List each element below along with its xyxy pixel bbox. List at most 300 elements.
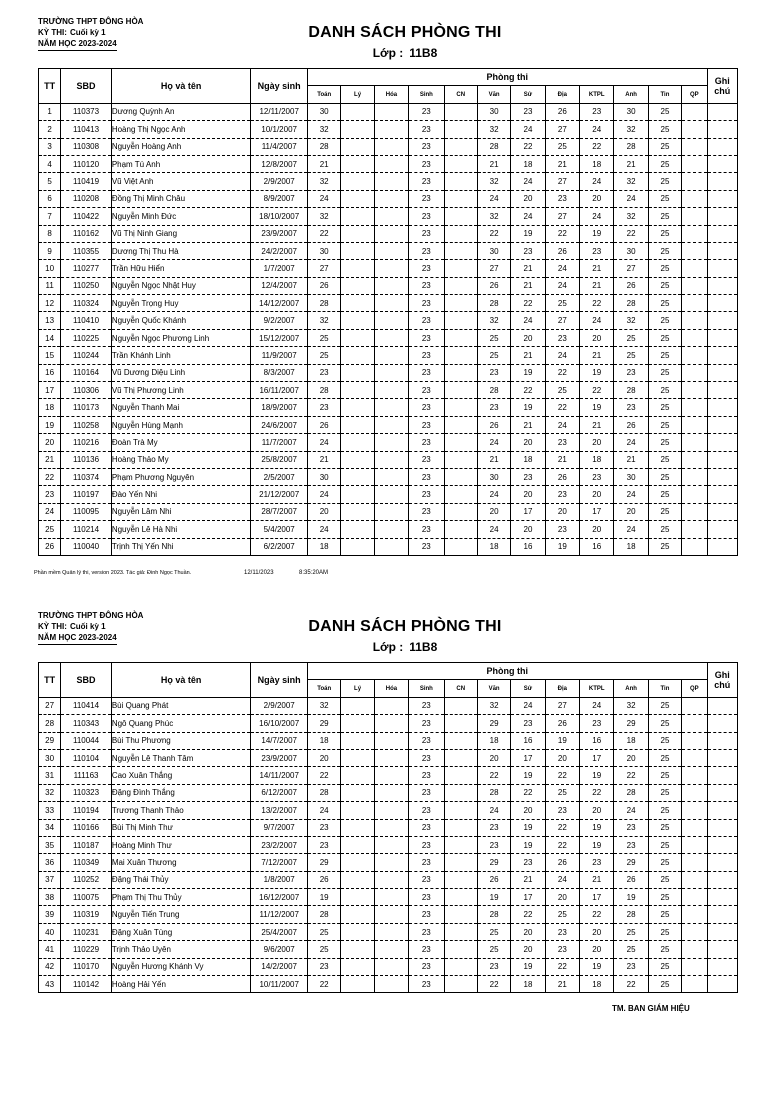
cell-note — [707, 347, 737, 364]
cell-dob: 14/2/2007 — [251, 958, 308, 975]
cell-room: 25 — [648, 767, 681, 784]
cell-room: 29 — [308, 854, 341, 871]
cell-room — [374, 854, 408, 871]
cell-room — [374, 468, 408, 485]
cell-note — [707, 364, 737, 381]
cell-tt: 38 — [39, 889, 61, 906]
table-row — [39, 225, 738, 242]
cell-room: 32 — [477, 208, 510, 225]
cell-room: 25 — [648, 802, 681, 819]
cell-note — [707, 906, 737, 923]
cell-note — [707, 732, 737, 749]
cell-room: 21 — [477, 451, 510, 468]
cell-dob: 2/9/2007 — [251, 697, 308, 714]
cell-sbd: 110252 — [61, 871, 112, 888]
cell-room — [374, 889, 408, 906]
cell-room: 25 — [648, 190, 681, 207]
cell-tt: 39 — [39, 906, 61, 923]
cell-room — [444, 819, 477, 836]
cell-room — [444, 382, 477, 399]
cell-name: Đặng Đình Thắng — [111, 784, 251, 801]
cell-room: 22 — [580, 382, 614, 399]
cell-room: 21 — [308, 155, 341, 172]
cell-sbd: 110413 — [61, 121, 112, 138]
cell-room: 25 — [477, 923, 510, 940]
cell-room — [374, 923, 408, 940]
cell-room: 22 — [545, 819, 579, 836]
cell-room: 21 — [511, 871, 545, 888]
cell-room: 24 — [614, 802, 648, 819]
cell-room: 24 — [308, 521, 341, 538]
col-header-name: Họ và tên — [111, 663, 251, 698]
cell-room — [444, 802, 477, 819]
cell-room: 18 — [580, 451, 614, 468]
table-row — [39, 434, 738, 451]
cell-room: 23 — [409, 854, 444, 871]
cell-dob: 12/4/2007 — [251, 277, 308, 294]
cell-room: 20 — [477, 503, 510, 520]
cell-room: 22 — [545, 364, 579, 381]
cell-room — [444, 312, 477, 329]
cell-room: 28 — [308, 906, 341, 923]
cell-room: 21 — [580, 277, 614, 294]
cell-room: 18 — [511, 155, 545, 172]
cell-tt: 35 — [39, 836, 61, 853]
cell-room: 23 — [409, 295, 444, 312]
cell-room: 23 — [409, 312, 444, 329]
cell-sbd: 110136 — [61, 451, 112, 468]
school-year: NĂM HỌC 2023-2024 — [38, 38, 117, 51]
subject-header: Anh — [614, 680, 648, 697]
cell-room: 32 — [308, 697, 341, 714]
cell-room — [374, 364, 408, 381]
cell-tt: 19 — [39, 416, 61, 433]
cell-room: 26 — [308, 871, 341, 888]
cell-room — [341, 503, 374, 520]
cell-room: 32 — [308, 312, 341, 329]
subject-header: QP — [682, 680, 707, 697]
cell-tt: 30 — [39, 749, 61, 766]
cell-room — [374, 382, 408, 399]
cell-tt: 18 — [39, 399, 61, 416]
cell-room: 25 — [648, 242, 681, 259]
cell-room: 32 — [614, 121, 648, 138]
cell-room: 22 — [545, 836, 579, 853]
cell-note — [707, 416, 737, 433]
cell-room — [374, 767, 408, 784]
cell-name: Vũ Thị Phương Linh — [111, 382, 251, 399]
cell-room: 25 — [545, 382, 579, 399]
cell-room — [444, 347, 477, 364]
cell-name: Cao Xuân Thắng — [111, 767, 251, 784]
cell-name: Nguyễn Ngọc Nhật Huy — [111, 277, 251, 294]
page-1 — [0, 12, 768, 576]
cell-sbd: 110355 — [61, 242, 112, 259]
cell-room: 25 — [545, 295, 579, 312]
cell-room: 23 — [580, 103, 614, 120]
cell-note — [707, 121, 737, 138]
cell-room: 23 — [511, 715, 545, 732]
cell-room: 25 — [308, 347, 341, 364]
cell-room — [444, 295, 477, 312]
col-header-sbd: SBD — [61, 663, 112, 698]
cell-room — [682, 399, 707, 416]
cell-room: 26 — [545, 103, 579, 120]
table-row — [39, 242, 738, 259]
cell-sbd: 110225 — [61, 329, 112, 346]
cell-room: 29 — [477, 854, 510, 871]
cell-tt: 7 — [39, 208, 61, 225]
table-row — [39, 451, 738, 468]
table-row — [39, 976, 738, 993]
subject-header: Sử — [511, 86, 545, 103]
cell-room: 17 — [580, 503, 614, 520]
cell-sbd: 110419 — [61, 173, 112, 190]
table-body — [39, 103, 738, 555]
cell-dob: 23/9/2007 — [251, 749, 308, 766]
cell-room: 18 — [477, 538, 510, 555]
cell-room: 25 — [648, 329, 681, 346]
cell-room: 28 — [614, 138, 648, 155]
cell-room: 28 — [477, 906, 510, 923]
print-date: 12/11/2023 — [244, 570, 274, 576]
cell-room — [374, 399, 408, 416]
cell-room — [682, 295, 707, 312]
cell-name: Nguyễn Lâm Nhi — [111, 503, 251, 520]
cell-room — [444, 260, 477, 277]
cell-room — [374, 329, 408, 346]
cell-tt: 31 — [39, 767, 61, 784]
page-footer — [34, 570, 329, 576]
subject-header: Văn — [477, 86, 510, 103]
cell-room: 28 — [308, 784, 341, 801]
cell-room: 23 — [409, 732, 444, 749]
cell-dob: 9/6/2007 — [251, 941, 308, 958]
cell-note — [707, 399, 737, 416]
cell-sbd: 110104 — [61, 749, 112, 766]
cell-tt: 40 — [39, 923, 61, 940]
cell-room — [374, 347, 408, 364]
cell-room — [682, 906, 707, 923]
cell-room — [374, 941, 408, 958]
cell-room: 24 — [308, 802, 341, 819]
cell-room — [682, 173, 707, 190]
header-info — [38, 16, 143, 51]
cell-room: 30 — [308, 468, 341, 485]
cell-dob: 1/8/2007 — [251, 871, 308, 888]
cell-dob: 23/2/2007 — [251, 836, 308, 853]
cell-room: 19 — [580, 767, 614, 784]
cell-room — [682, 486, 707, 503]
cell-room: 16 — [580, 538, 614, 555]
cell-name: Mai Xuân Thương — [111, 854, 251, 871]
cell-room — [444, 364, 477, 381]
cell-room — [444, 784, 477, 801]
cell-sbd: 110306 — [61, 382, 112, 399]
cell-room: 25 — [648, 312, 681, 329]
cell-room: 23 — [545, 486, 579, 503]
cell-tt: 37 — [39, 871, 61, 888]
cell-room — [682, 277, 707, 294]
cell-room: 19 — [477, 889, 510, 906]
cell-name: Vũ Việt Anh — [111, 173, 251, 190]
cell-name: Trần Hữu Hiển — [111, 260, 251, 277]
cell-room: 18 — [308, 732, 341, 749]
cell-room: 25 — [648, 347, 681, 364]
cell-room: 25 — [648, 138, 681, 155]
cell-room — [682, 242, 707, 259]
cell-tt: 36 — [39, 854, 61, 871]
cell-room: 18 — [477, 732, 510, 749]
table-row — [39, 347, 738, 364]
cell-dob: 9/7/2007 — [251, 819, 308, 836]
cell-room: 26 — [614, 871, 648, 888]
cell-room: 24 — [511, 208, 545, 225]
cell-room: 22 — [308, 767, 341, 784]
cell-room: 32 — [308, 173, 341, 190]
table-row — [39, 155, 738, 172]
cell-tt: 27 — [39, 697, 61, 714]
cell-name: Nguyễn Minh Đức — [111, 208, 251, 225]
cell-room: 26 — [545, 854, 579, 871]
cell-room: 25 — [648, 277, 681, 294]
cell-note — [707, 836, 737, 853]
table-row — [39, 784, 738, 801]
cell-room: 20 — [580, 329, 614, 346]
cell-name: Dương Quỳnh An — [111, 103, 251, 120]
cell-room — [374, 416, 408, 433]
col-header-sbd: SBD — [61, 69, 112, 104]
cell-note — [707, 486, 737, 503]
cell-room: 23 — [409, 416, 444, 433]
cell-name: Trương Thanh Thảo — [111, 802, 251, 819]
cell-sbd: 110308 — [61, 138, 112, 155]
cell-room — [341, 312, 374, 329]
subject-header: Lý — [341, 86, 374, 103]
cell-name: Nguyễn Hùng Mạnh — [111, 416, 251, 433]
cell-dob: 11/4/2007 — [251, 138, 308, 155]
cell-room: 28 — [614, 382, 648, 399]
cell-room: 22 — [477, 976, 510, 993]
cell-room: 25 — [648, 503, 681, 520]
cell-room: 22 — [511, 906, 545, 923]
cell-room: 22 — [511, 382, 545, 399]
cell-room — [682, 697, 707, 714]
cell-room: 23 — [511, 103, 545, 120]
cell-room: 23 — [409, 889, 444, 906]
exam-label: KỲ THI: — [38, 28, 67, 37]
cell-room — [682, 538, 707, 555]
cell-room: 32 — [477, 173, 510, 190]
cell-room: 26 — [614, 277, 648, 294]
cell-room: 21 — [477, 155, 510, 172]
table-row — [39, 190, 738, 207]
table-row — [39, 382, 738, 399]
cell-room — [444, 277, 477, 294]
cell-tt: 28 — [39, 715, 61, 732]
cell-room: 22 — [580, 784, 614, 801]
cell-note — [707, 715, 737, 732]
cell-room: 22 — [614, 225, 648, 242]
cell-tt: 4 — [39, 155, 61, 172]
cell-dob: 6/2/2007 — [251, 538, 308, 555]
cell-dob: 16/12/2007 — [251, 889, 308, 906]
table-header — [39, 69, 738, 104]
cell-room: 24 — [545, 260, 579, 277]
cell-room — [682, 208, 707, 225]
cell-room: 19 — [580, 225, 614, 242]
table-row — [39, 958, 738, 975]
cell-room: 23 — [409, 225, 444, 242]
school-name: TRƯỜNG THPT ĐÔNG HÒA — [38, 611, 144, 620]
subject-header: Sử — [511, 680, 545, 697]
cell-room — [444, 854, 477, 871]
cell-tt: 17 — [39, 382, 61, 399]
cell-tt: 22 — [39, 468, 61, 485]
cell-room — [341, 941, 374, 958]
cell-dob: 13/2/2007 — [251, 802, 308, 819]
cell-room: 25 — [477, 347, 510, 364]
cell-room — [682, 767, 707, 784]
cell-room: 22 — [580, 906, 614, 923]
cell-room — [341, 802, 374, 819]
cell-room: 26 — [545, 242, 579, 259]
cell-room: 23 — [409, 399, 444, 416]
class-label: Lớp : — [372, 640, 404, 654]
cell-room: 27 — [308, 260, 341, 277]
cell-tt: 20 — [39, 434, 61, 451]
cell-room: 28 — [477, 784, 510, 801]
cell-room — [444, 871, 477, 888]
cell-room — [341, 451, 374, 468]
cell-name: Nguyễn Trọng Huy — [111, 295, 251, 312]
cell-room: 32 — [308, 208, 341, 225]
software-credit: Phần mềm Quản lý thi, version 2023. Tác giả: Đinh Ngọc Thuần. — [34, 570, 192, 576]
cell-name: Đoàn Trà My — [111, 434, 251, 451]
cell-room: 23 — [409, 329, 444, 346]
cell-room: 24 — [545, 416, 579, 433]
cell-room — [444, 416, 477, 433]
cell-room: 24 — [614, 434, 648, 451]
cell-dob: 16/11/2007 — [251, 382, 308, 399]
cell-note — [707, 784, 737, 801]
cell-room: 21 — [511, 347, 545, 364]
cell-room: 23 — [308, 399, 341, 416]
cell-room: 25 — [648, 155, 681, 172]
cell-room: 20 — [511, 941, 545, 958]
cell-room: 32 — [477, 312, 510, 329]
cell-room: 23 — [477, 819, 510, 836]
cell-note — [707, 468, 737, 485]
cell-room: 26 — [614, 416, 648, 433]
cell-room: 24 — [511, 697, 545, 714]
cell-note — [707, 854, 737, 871]
cell-tt: 41 — [39, 941, 61, 958]
cell-name: Hoàng Thị Ngọc Anh — [111, 121, 251, 138]
cell-room: 24 — [614, 521, 648, 538]
cell-room: 18 — [614, 732, 648, 749]
cell-room: 26 — [545, 715, 579, 732]
cell-name: Nguyễn Hoàng Anh — [111, 138, 251, 155]
cell-room: 30 — [308, 242, 341, 259]
cell-dob: 8/9/2007 — [251, 190, 308, 207]
cell-room: 25 — [614, 347, 648, 364]
cell-room: 22 — [580, 295, 614, 312]
cell-room: 23 — [545, 941, 579, 958]
cell-room — [444, 121, 477, 138]
cell-tt: 10 — [39, 260, 61, 277]
table-row — [39, 138, 738, 155]
cell-room: 20 — [614, 749, 648, 766]
table-row — [39, 836, 738, 853]
cell-room: 23 — [409, 871, 444, 888]
cell-room: 25 — [614, 923, 648, 940]
cell-name: Bùi Quang Phát — [111, 697, 251, 714]
subject-header: CN — [444, 86, 477, 103]
cell-room — [682, 503, 707, 520]
cell-room — [341, 347, 374, 364]
cell-name: Nguyễn Hương Khánh Vy — [111, 958, 251, 975]
cell-room: 17 — [511, 503, 545, 520]
cell-dob: 23/9/2007 — [251, 225, 308, 242]
cell-room — [374, 225, 408, 242]
cell-room: 24 — [580, 697, 614, 714]
cell-sbd: 110162 — [61, 225, 112, 242]
cell-name: Nguyễn Lê Hà Nhi — [111, 521, 251, 538]
cell-room: 18 — [580, 155, 614, 172]
cell-room: 19 — [511, 836, 545, 853]
cell-room: 23 — [545, 329, 579, 346]
cell-room: 30 — [614, 242, 648, 259]
cell-room — [682, 416, 707, 433]
cell-room: 30 — [477, 468, 510, 485]
cell-room — [444, 906, 477, 923]
page-2 — [0, 606, 768, 1106]
cell-room: 20 — [580, 486, 614, 503]
cell-room — [444, 155, 477, 172]
cell-note — [707, 434, 737, 451]
cell-room: 23 — [580, 468, 614, 485]
cell-room — [374, 503, 408, 520]
cell-room — [374, 732, 408, 749]
cell-room: 28 — [308, 382, 341, 399]
cell-room: 23 — [580, 854, 614, 871]
cell-room — [444, 941, 477, 958]
cell-room: 24 — [308, 434, 341, 451]
cell-dob: 25/8/2007 — [251, 451, 308, 468]
cell-sbd: 110208 — [61, 190, 112, 207]
cell-name: Đào Yến Nhi — [111, 486, 251, 503]
cell-sbd: 110250 — [61, 277, 112, 294]
subject-header: Anh — [614, 86, 648, 103]
cell-room: 20 — [580, 190, 614, 207]
table-row — [39, 295, 738, 312]
cell-room — [374, 155, 408, 172]
cell-room — [341, 399, 374, 416]
cell-sbd: 110166 — [61, 819, 112, 836]
cell-room: 23 — [614, 958, 648, 975]
cell-room — [341, 906, 374, 923]
cell-sbd: 110414 — [61, 697, 112, 714]
cell-room — [341, 521, 374, 538]
cell-room: 20 — [580, 434, 614, 451]
cell-room — [682, 121, 707, 138]
cell-name: Vũ Dương Diệu Linh — [111, 364, 251, 381]
cell-sbd: 110319 — [61, 906, 112, 923]
cell-room: 20 — [308, 749, 341, 766]
cell-room: 25 — [308, 923, 341, 940]
cell-room: 24 — [580, 173, 614, 190]
